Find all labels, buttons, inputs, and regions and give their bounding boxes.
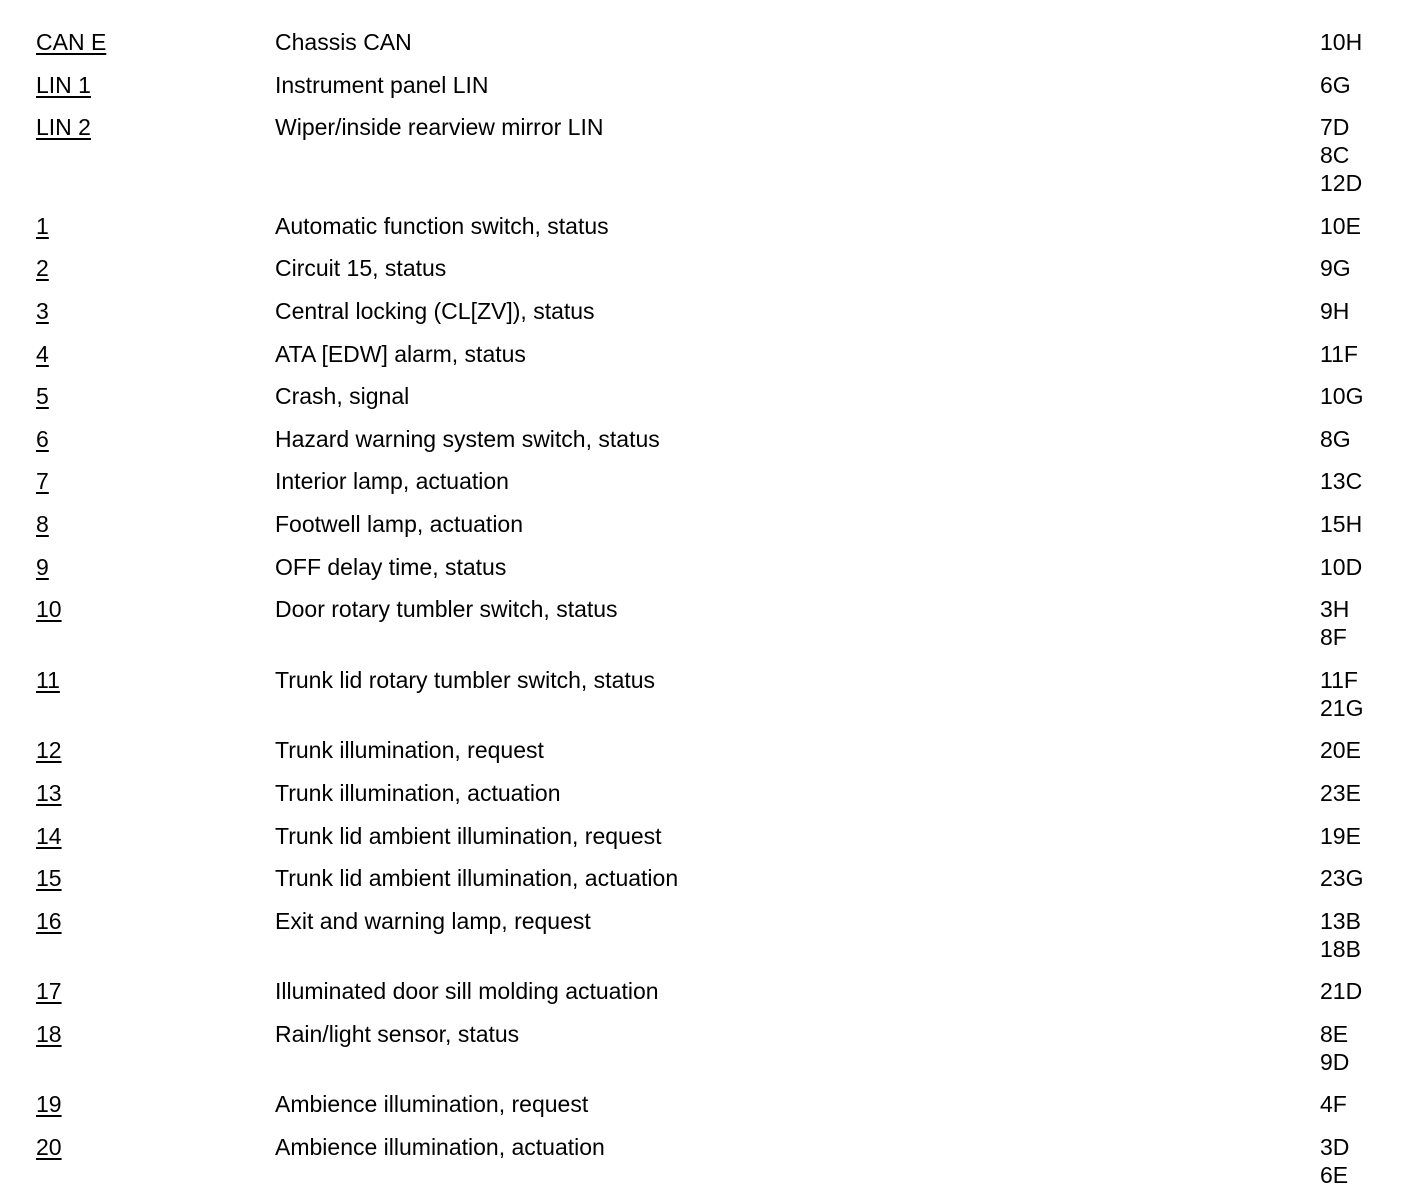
legend-description: Trunk illumination, request [275,737,544,764]
legend-row [36,1020,1376,1076]
grid-reference: 21D [1320,978,1363,1005]
grid-reference-list [1320,1020,1376,1076]
grid-reference-list [1320,779,1376,807]
grid-reference: 12D [1320,170,1363,197]
legend-description: Rain/light sensor, status [275,1020,520,1047]
legend-key-link[interactable]: 8 [36,510,49,537]
grid-reference: 4F [1320,1091,1347,1118]
grid-reference: 15H [1320,510,1363,537]
grid-reference: 19E [1320,822,1361,849]
grid-reference-list [1320,666,1376,722]
legend-description: Trunk lid ambient illumination, request [275,822,662,849]
legend-row [36,977,1376,1005]
grid-reference-list [1320,977,1376,1005]
legend-key-link[interactable]: 16 [36,907,62,934]
grid-reference: 7D [1320,114,1350,141]
legend-row [36,736,1376,764]
legend-row [36,1090,1376,1118]
legend-key-link[interactable]: 1 [36,212,49,239]
grid-reference: 8E [1320,1020,1349,1047]
legend-key-link[interactable]: CAN E [36,29,107,55]
grid-reference-list [1320,510,1376,538]
legend-description: Trunk illumination, actuation [275,779,561,806]
legend-description: Wiper/inside rearview mirror LIN [275,114,604,141]
grid-reference: 6E [1320,1162,1349,1189]
grid-reference: 11F [1320,340,1358,367]
legend-key-link[interactable]: 14 [36,822,62,849]
grid-reference: 18B [1320,935,1361,962]
grid-reference-list [1320,1133,1376,1189]
legend-key-link[interactable]: 18 [36,1020,62,1047]
grid-reference: 3H [1320,596,1350,623]
legend-key-link[interactable]: 7 [36,468,49,495]
legend-key-link[interactable]: 11 [36,666,60,693]
grid-reference: 23E [1320,779,1361,806]
legend-description: Hazard warning system switch, status [275,425,660,452]
legend-key-link[interactable]: 19 [36,1091,62,1118]
legend-description: Automatic function switch, status [275,212,609,239]
legend-key-link[interactable]: 10 [36,596,62,623]
legend-key-link[interactable]: LIN 1 [36,71,91,98]
signal-legend-table [36,28,1376,1204]
legend-row [36,71,1376,99]
legend-row [36,28,1376,56]
grid-reference: 10D [1320,553,1363,580]
legend-description: Trunk lid rotary tumbler switch, status [275,666,656,693]
grid-reference-list [1320,425,1376,453]
grid-reference-list [1320,297,1376,325]
grid-reference: 23G [1320,865,1364,892]
legend-description: Circuit 15, status [275,255,447,282]
legend-key-link[interactable]: 17 [36,978,62,1005]
legend-row [36,425,1376,453]
grid-reference: 9D [1320,1048,1350,1075]
legend-key-link[interactable]: 2 [36,255,49,282]
legend-row [36,510,1376,538]
legend-key-link[interactable]: 4 [36,340,49,367]
grid-reference: 9G [1320,255,1351,282]
grid-reference-list [1320,1090,1376,1118]
grid-reference-list [1320,340,1376,368]
legend-key-link[interactable]: 3 [36,297,49,324]
grid-reference-list [1320,212,1376,240]
legend-key-link[interactable]: 13 [36,779,62,806]
grid-reference: 21G [1320,694,1364,721]
grid-reference-list [1320,113,1376,197]
grid-reference: 10H [1320,29,1363,55]
legend-key-link[interactable]: 6 [36,425,49,452]
legend-key-link[interactable]: 20 [36,1134,62,1161]
legend-description: Door rotary tumbler switch, status [275,596,618,623]
legend-description: Chassis CAN [275,29,412,55]
legend-row [36,779,1376,807]
grid-reference: 13C [1320,468,1363,495]
legend-row [36,822,1376,850]
legend-row [36,212,1376,240]
legend-key-link[interactable]: 5 [36,383,49,410]
legend-description: OFF delay time, status [275,553,507,580]
grid-reference-list [1320,736,1376,764]
legend-row [36,907,1376,963]
grid-reference: 9H [1320,297,1350,324]
legend-row [36,382,1376,410]
legend-key-link[interactable]: 12 [36,737,62,764]
legend-row [36,595,1376,651]
grid-reference-list [1320,382,1376,410]
grid-reference-list [1320,28,1376,56]
legend-row [36,340,1376,368]
legend-description: Central locking (CL[ZV]), status [275,297,595,324]
legend-row [36,467,1376,495]
legend-key-link[interactable]: 9 [36,553,49,580]
grid-reference-list [1320,822,1376,850]
legend-row [36,297,1376,325]
grid-reference-list [1320,254,1376,282]
legend-row [36,666,1376,722]
grid-reference-list [1320,553,1376,581]
legend-description: Illuminated door sill molding actuation [275,978,659,1005]
grid-reference: 8F [1320,624,1347,651]
legend-row [36,254,1376,282]
legend-key-link[interactable]: 15 [36,865,62,892]
legend-description: Exit and warning lamp, request [275,907,591,934]
grid-reference-list [1320,595,1376,651]
grid-reference-list [1320,467,1376,495]
grid-reference-list [1320,71,1376,99]
legend-row [36,864,1376,892]
grid-reference-list [1320,907,1376,963]
grid-reference: 20E [1320,737,1361,764]
legend-row [36,113,1376,197]
legend-row [36,1133,1376,1189]
legend-description: Footwell lamp, actuation [275,510,524,537]
legend-description: Instrument panel LIN [275,71,489,98]
grid-reference: 8G [1320,425,1351,452]
legend-row [36,553,1376,581]
legend-description: Interior lamp, actuation [275,468,509,495]
grid-reference: 10G [1320,383,1364,410]
grid-reference: 3D [1320,1134,1350,1161]
grid-reference: 8C [1320,142,1350,169]
grid-reference: 11F [1320,666,1358,693]
legend-description: Trunk lid ambient illumination, actuation [275,865,679,892]
legend-description: Ambience illumination, actuation [275,1134,605,1161]
legend-description: Ambience illumination, request [275,1091,589,1118]
legend-key-link[interactable]: LIN 2 [36,114,91,141]
grid-reference: 6G [1320,71,1351,98]
legend-description: ATA [EDW] alarm, status [275,340,526,367]
legend-description: Crash, signal [275,383,410,410]
grid-reference-list [1320,864,1376,892]
grid-reference: 10E [1320,212,1361,239]
grid-reference: 13B [1320,907,1361,934]
